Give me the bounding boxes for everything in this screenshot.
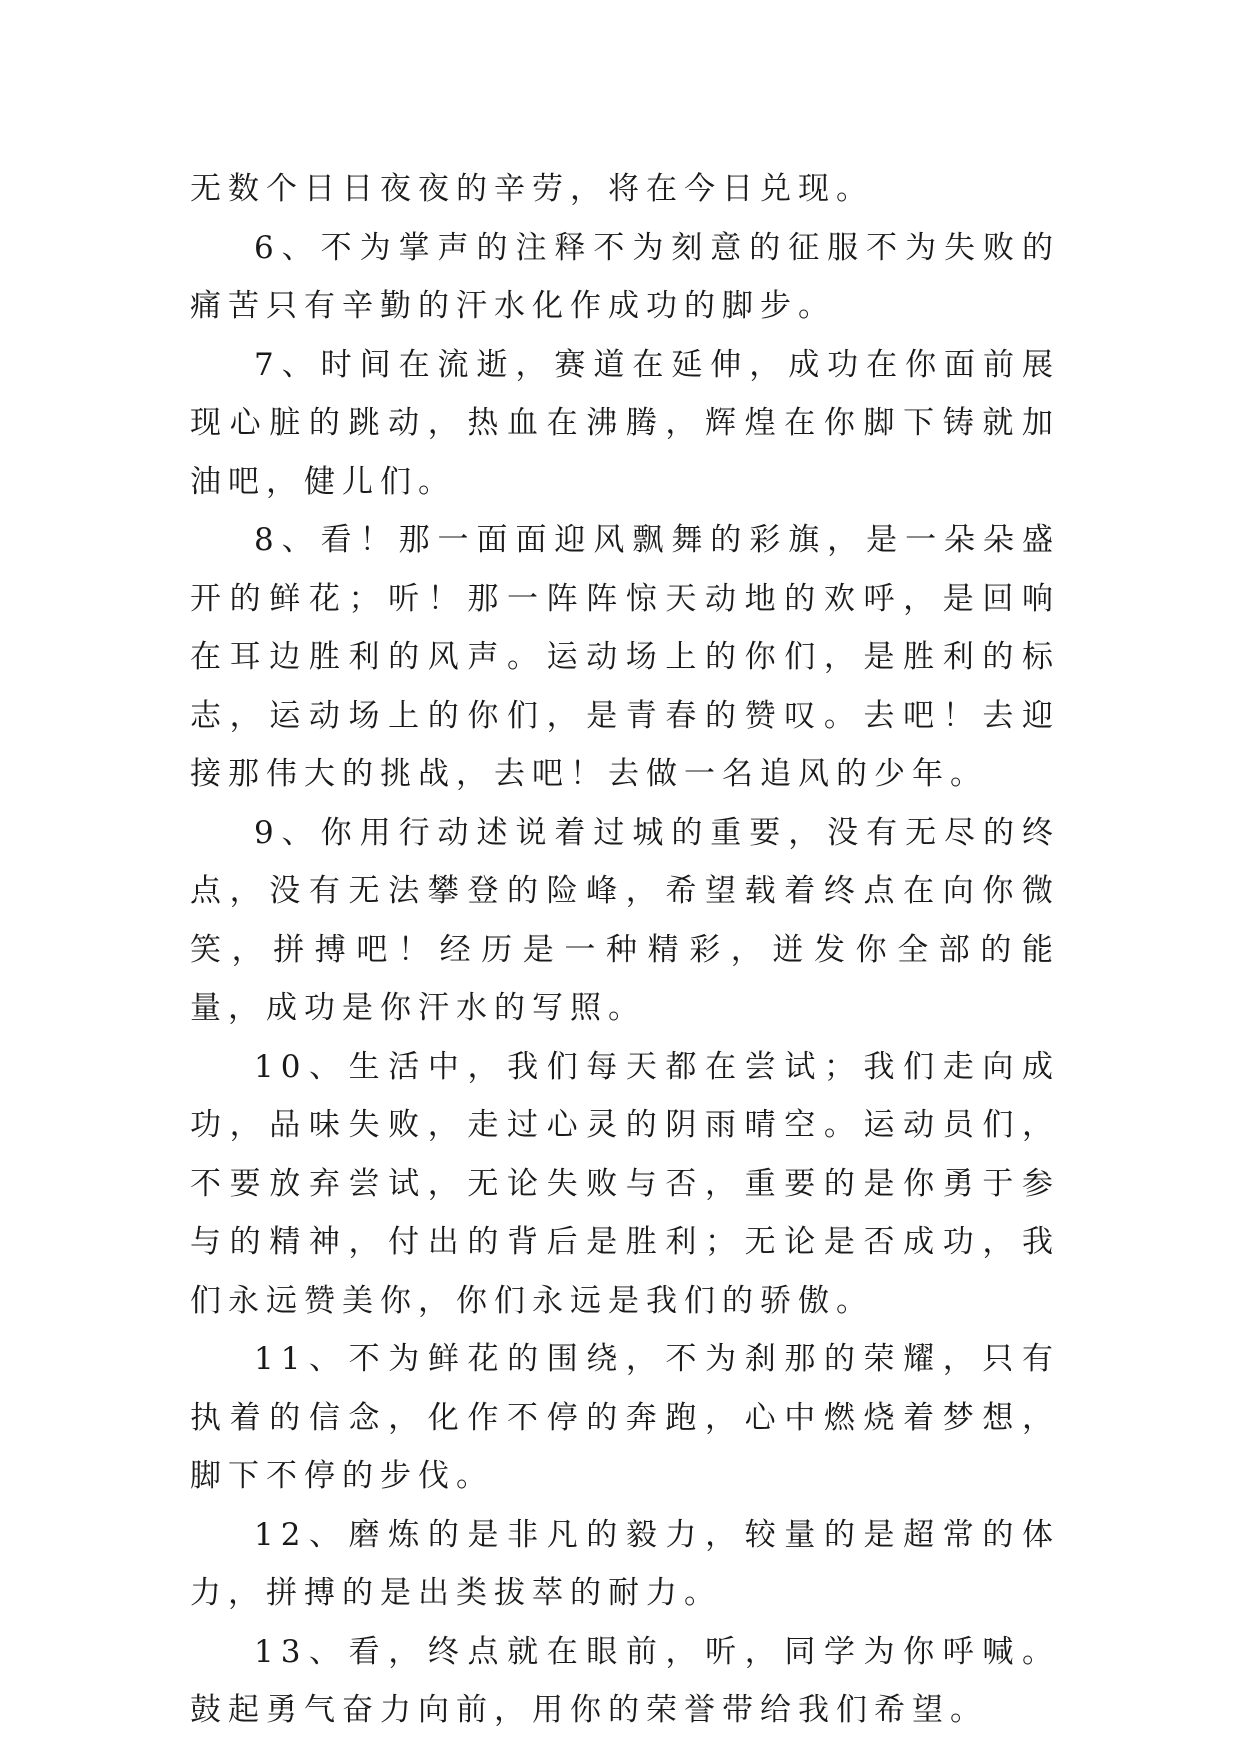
- paragraph-item-10: 10、生活中，我们每天都在尝试；我们走向成功，品味失败，走过心灵的阴雨晴空。运动员们，不要放弃尝试，无论失败与否，重要的是你勇于参与的精神，付出的背后是胜利；无论是否成功，我们永远赞美你，你们永远是我们的骄傲。: [190, 1048, 1060, 1319]
- paragraph-item-8: 8、看！那一面面迎风飘舞的彩旗，是一朵朵盛开的鲜花；听！那一阵阵惊天动地的欢呼，是回响在耳边胜利的风声。运动场上的你们，是胜利的标志，运动场上的你们，是青春的赞叹。去吧！去迎接那伟大的挑战，去吧！去做一名追风的少年。: [190, 522, 1060, 792]
- paragraph-item-13: 13、看，终点就在眼前，听，同学为你呼喊。鼓起勇气奋力向前，用你的荣誉带给我们希望。: [190, 1633, 1060, 1728]
- paragraph-item-11: 11、不为鲜花的围绕，不为刹那的荣耀，只有执着的信念，化作不停的奔跑，心中燃烧着梦想，脚下不停的步伐。: [190, 1341, 1060, 1494]
- paragraph-item-12: 12、磨炼的是非凡的毅力，较量的是超常的体力，拼搏的是出类拔萃的耐力。: [190, 1516, 1060, 1611]
- paragraph-item-7: 7、时间在流逝，赛道在延伸，成功在你面前展现心脏的跳动，热血在沸腾，辉煌在你脚下铸就加油吧，健儿们。: [190, 346, 1060, 500]
- document-body: [190, 160, 1060, 1740]
- paragraph-continuation: 无数个日日夜夜的辛劳，将在今日兑现。: [190, 171, 874, 207]
- paragraph-item-6: 6、不为掌声的注释不为刻意的征服不为失败的痛苦只有辛勤的汗水化作成功的脚步。: [190, 229, 1060, 324]
- paragraph-item-9: 9、你用行动述说着过城的重要，没有无尽的终点，没有无法攀登的险峰，希望载着终点在向你微笑，拼搏吧！经历是一种精彩，迸发你全部的能量，成功是你汗水的写照。: [190, 814, 1060, 1026]
